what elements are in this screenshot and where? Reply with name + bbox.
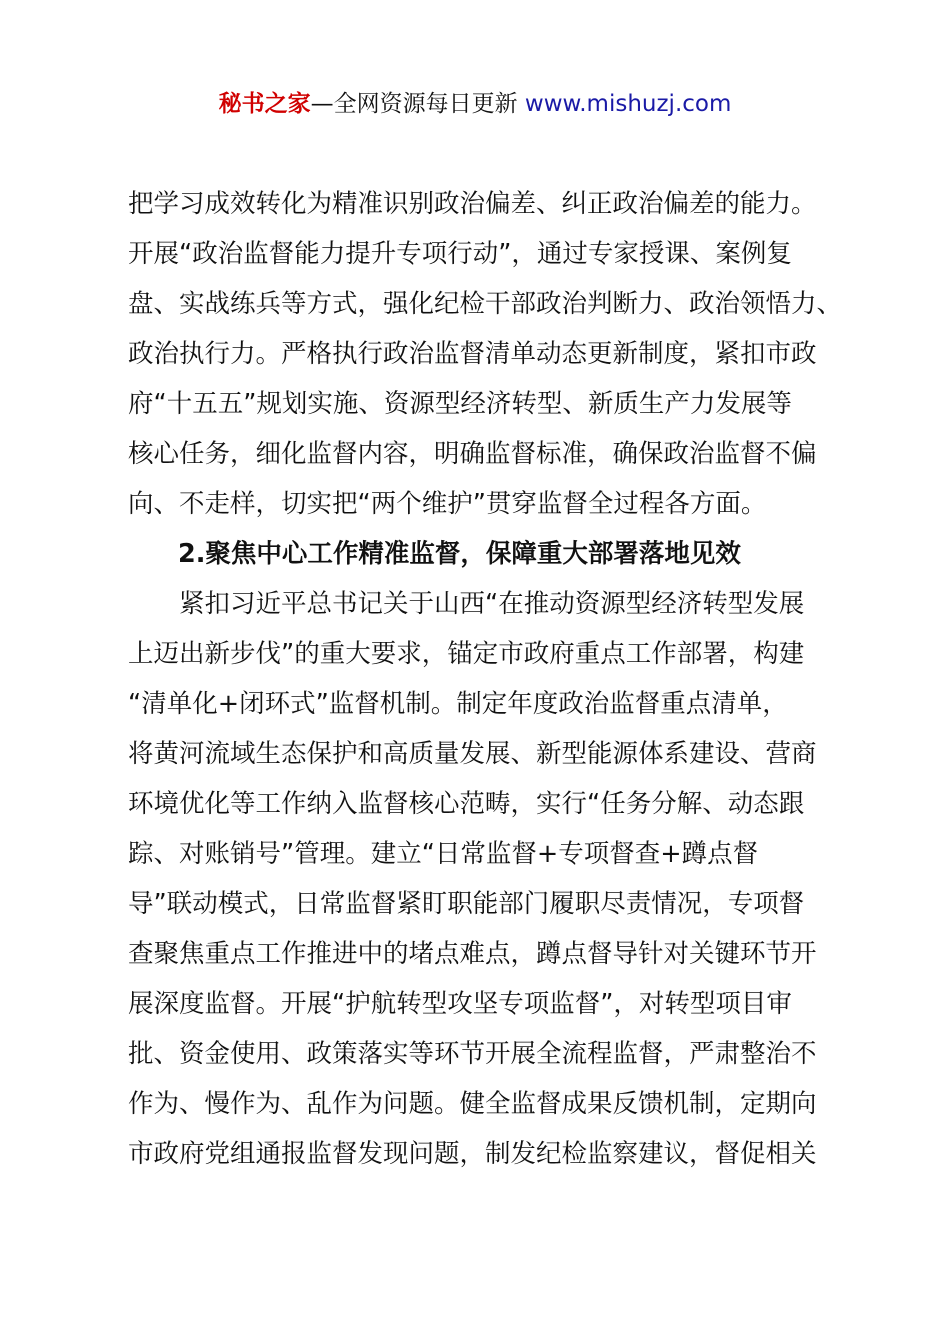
paragraph-line: 批、资金使用、政策落实等环节开展全流程监督，严肃整治不 bbox=[128, 1039, 817, 1069]
paragraph-line: 盘、实战练兵等方式，强化纪检干部政治判断力、政治领悟力、 bbox=[128, 289, 843, 319]
paragraph-line: 府“十五五”规划实施、资源型经济转型、新质生产力发展等 bbox=[128, 389, 792, 419]
paragraph-line: 开展“政治监督能力提升专项行动”，通过专家授课、案例复 bbox=[128, 239, 792, 269]
paragraph-line: “清单化+闭环式”监督机制。制定年度政治监督重点清单， bbox=[128, 689, 788, 719]
header-tagline: —全网资源每日更新 bbox=[310, 91, 525, 117]
site-header bbox=[0, 86, 950, 122]
paragraph-line: 核心任务，细化监督内容，明确监督标准，确保政治监督不偏 bbox=[128, 439, 817, 469]
paragraph-line: 环境优化等工作纳入监督核心范畴，实行“任务分解、动态跟 bbox=[128, 789, 805, 819]
document-body bbox=[128, 179, 843, 1179]
brand-name: 秘书之家 bbox=[218, 91, 311, 117]
paragraph-line: 上迈出新步伐”的重大要求，锚定市政府重点工作部署，构建 bbox=[128, 639, 805, 669]
paragraph-line: 将黄河流域生态保护和高质量发展、新型能源体系建设、营商 bbox=[128, 739, 817, 769]
paragraph-line: 市政府党组通报监督发现问题，制发纪检监察建议，督促相关 bbox=[128, 1139, 817, 1169]
site-url-link[interactable]: www.mishuzj.com bbox=[524, 91, 732, 117]
section-heading: 2.聚焦中心工作精准监督，保障重大部署落地见效 bbox=[178, 539, 741, 569]
paragraph-line: 查聚焦重点工作推进中的堵点难点，蹲点督导针对关键环节开 bbox=[128, 939, 817, 969]
paragraph-line: 向、不走样，切实把“两个维护”贯穿监督全过程各方面。 bbox=[128, 489, 767, 519]
paragraph-line: 导”联动模式，日常监督紧盯职能部门履职尽责情况，专项督 bbox=[128, 889, 805, 919]
paragraph-line: 展深度监督。开展“护航转型攻坚专项监督”，对转型项目审 bbox=[128, 989, 792, 1019]
paragraph-line: 把学习成效转化为精准识别政治偏差、纠正政治偏差的能力。 bbox=[128, 189, 817, 219]
paragraph-line: 紧扣习近平总书记关于山西“在推动资源型经济转型发展 bbox=[128, 589, 805, 619]
paragraph-line: 踪、对账销号”管理。建立“日常监督+专项督查+蹲点督 bbox=[128, 839, 759, 869]
paragraph-line: 作为、慢作为、乱作为问题。健全监督成果反馈机制，定期向 bbox=[128, 1089, 817, 1119]
paragraph-line: 政治执行力。严格执行政治监督清单动态更新制度，紧扣市政 bbox=[128, 339, 817, 369]
